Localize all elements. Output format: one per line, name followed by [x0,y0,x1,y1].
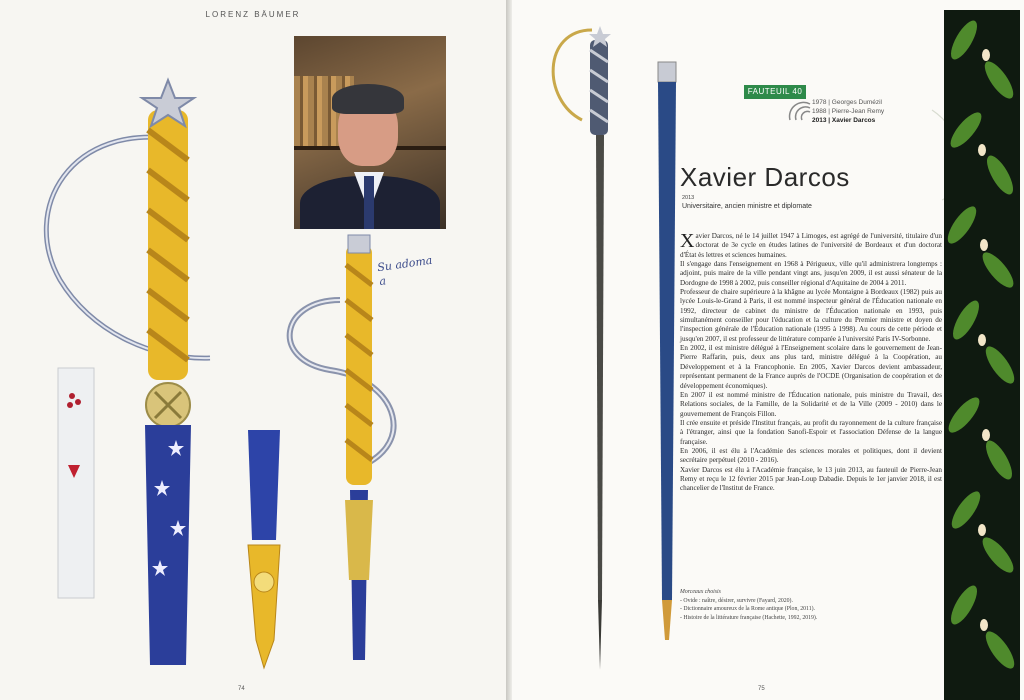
seat-history-item-current: 2013 | Xavier Darcos [812,117,876,124]
seat-history [812,98,884,125]
seat-history-name: Xavier Darcos [831,117,876,124]
page-number-right: 75 [758,686,765,692]
bio-paragraph-text: avier Darcos, né le 14 juillet 1947 à Limoges, est agrégé de l'université, titulaire d'un doctorat de 3e cycle en études latines de l'université de Bordeaux et d'un doctorat d'État ès lettres et sciences humaines. [680,232,942,259]
selected-work-item: - Dictionnaire amoureux de la Rome antique (Plon, 2011). [680,606,816,612]
biography [680,232,942,494]
seat-history-year: 2013 [812,117,827,124]
bio-paragraph: Professeur de chaire supérieure à la khâgne au lycée Montaigne à Bordeaux (1982) puis au lycée Louis-le-Grand à Paris, il est nommé inspecteur général de l'Éducation nationale en 1992, directeur de cabinet du ministre de l'Éducation nationale en 1993, puis simultanément conseiller pour l'éducation et la culture du Premier ministre et doyen de l'inspection générale de l'Éducation nationale (1995 à 1998). Au cours de cette période et jusqu'en 2007, il est professeur de littérature comparée à l'université Paris IV-Sorbonne. [680,288,942,343]
handwriting-line-2: a [378,274,387,289]
bio-paragraph: En 2006, il est élu à l'Académie des sciences morales et politiques, dont il devient secrétaire perpétuel (2010 - 2016). [680,446,942,465]
seat-history-name: Georges Dumézil [831,99,882,106]
portrait-photo [294,36,446,229]
running-header: LORENZ BÄUMER [205,10,301,19]
seat-history-item: 1978 | Georges Dumézil [812,99,882,106]
leaf-pattern-strip [944,10,1020,700]
tie [364,176,374,229]
bio-paragraph: Il crée ensuite et préside l'Institut français, au profit du rayonnement de la culture française à l'étranger, ainsi que la fondation Sanofi-Espoir et l'association Défense de la langue française. [680,418,942,446]
leaf-pattern [944,10,1020,700]
drop-cap: X [680,230,695,252]
seat-history-year: 1988 [812,108,827,115]
selected-work-item: - Ovide : naître, désirer, survivre (Fayard, 2020). [680,597,793,604]
selected-work-item: - Histoire de la littérature française (Hachette, 1992, 2019). [680,614,818,621]
bio-paragraph: En 2002, il est ministre délégué à l'Enseignement scolaire dans le gouvernement de Jean-Pierre Raffarin, puis, deux ans plus tard, ministre délégué à la Coopération, au Développement et à la Francophonie. En 2005, Xavier Darcos devient ambassadeur, représentant permanent de la France auprès de l'OCDE (Organisation de coopération et de développement économiques). [680,344,942,390]
page-number-left: 74 [238,686,245,692]
bio-paragraph: En 2007 il est nommé ministre de l'Éducation nationale, puis ministre du Travail, des Relations sociales, de la Famille, de la Solidarité et de la Ville (2009 - 2010) dans le gouvernement de François Fillon. [680,390,942,418]
hair [332,84,404,114]
seat-history-item: 1988 | Pierre-Jean Remy [812,108,885,115]
academician-name: Xavier Darcos [680,162,850,192]
handwriting-line-1: Su adoma [376,253,434,275]
bio-paragraph: Il s'engage dans l'enseignement en 1968 à Périgueux, ville qu'il administrera longtemps : adjoint, puis maire de la ville pendant vingt ans, jusqu'en 2009, il est aussi sénateur de la Dordogne de 1998 à 2002, puis conseiller régional d'Aquitaine de 2004 à 2011. [680,260,942,287]
seat-history-name: Pierre-Jean Remy [831,108,885,115]
selected-works [680,588,942,622]
left-page [0,0,506,700]
bio-paragraph [680,232,942,260]
bio-paragraph: Xavier Darcos est élu à l'Académie française, le 13 juin 2013, au fauteuil de Pierre-Jean Remy et reçu le 12 février 2015 par Jean-Loup Dabadie. Depuis le 1er janvier 2018, il est chancelier de l'Institut de France. [680,465,942,493]
seat-badge: FAUTEUIL 40 [744,85,806,99]
academician-subtitle: Universitaire, ancien ministre et diplomate [682,203,812,210]
election-year: 2013 [682,195,695,201]
selected-works-title: Morceaux choisis [680,589,721,595]
seat-history-year: 1978 [812,99,827,106]
